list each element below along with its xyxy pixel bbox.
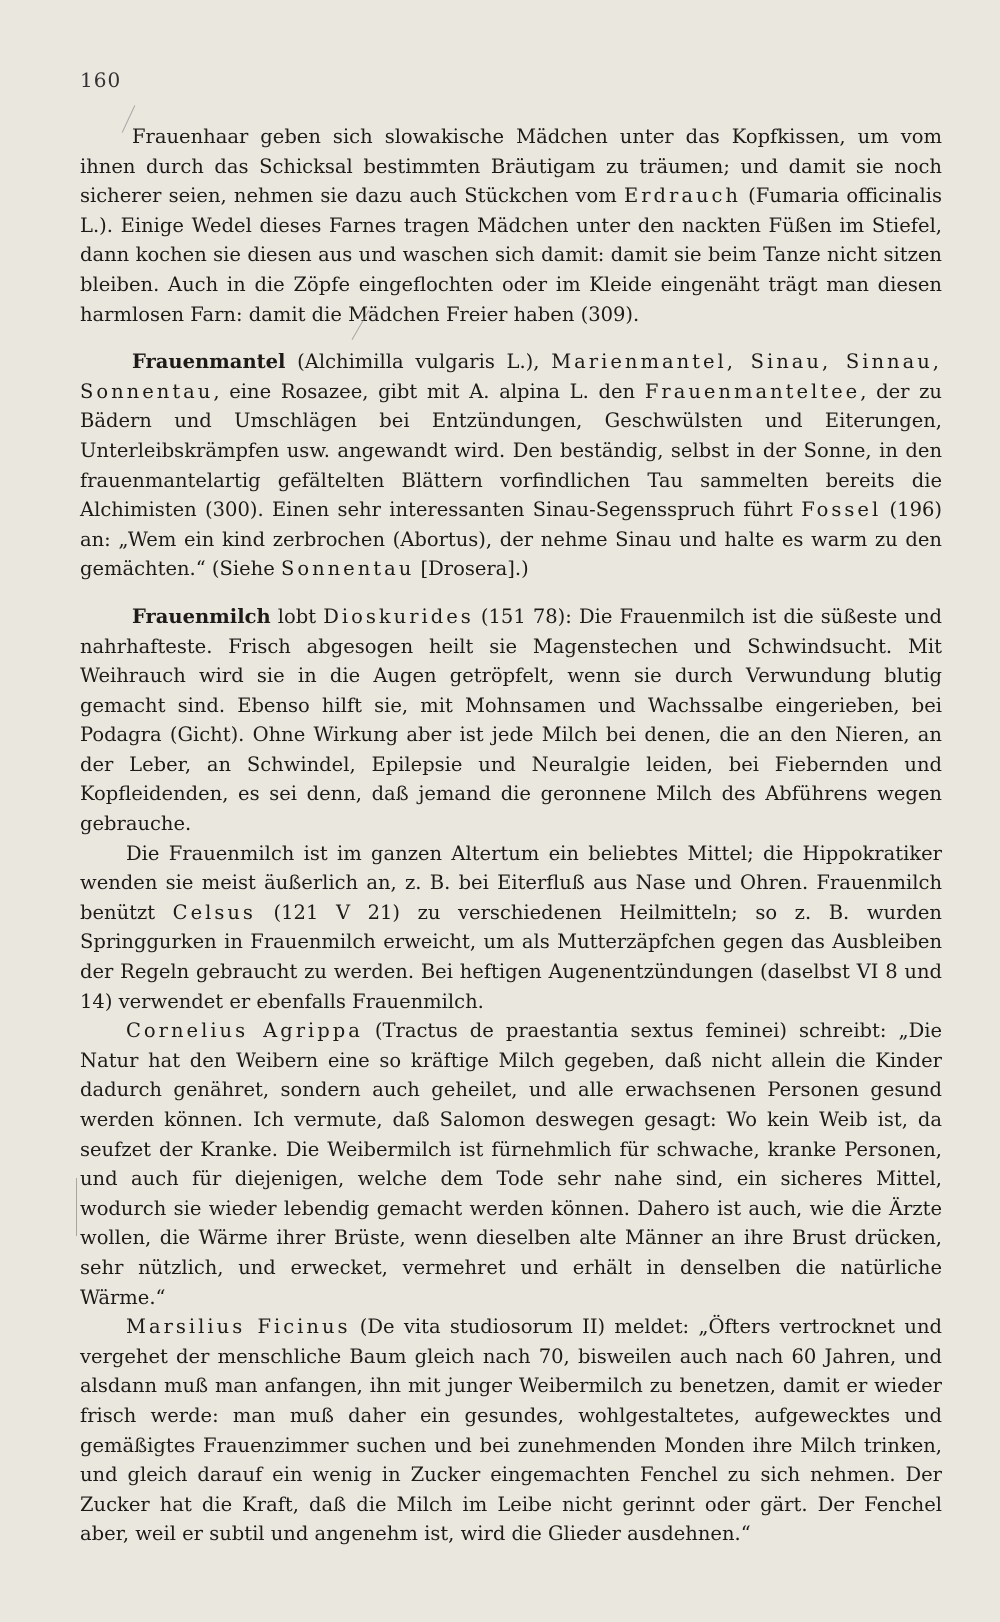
spaced-synonyms: Marienmantel, Sinau, Sinnau, Sonnentau xyxy=(80,350,942,403)
spaced-name-celsus: Celsus xyxy=(172,900,256,924)
spaced-name-ficinus: Marsilius Ficinus xyxy=(126,1315,351,1339)
text-segment: Die Frauenmilch ist im ganzen Altertum ein beliebtes Mittel; die Hippokratiker wenden sie meist äußerlich an, z. B. bei Eiterfluß aus Nase und Ohren. Frauenmilch benützt xyxy=(80,841,942,924)
paragraph-agrippa xyxy=(80,1016,942,1312)
text-segment: lobt xyxy=(270,604,324,628)
spaced-name-sonnentau: Sonnentau xyxy=(280,557,415,581)
text-segment: Frauenhaar geben sich slowakische Mädchen unter das Kopfkissen, um vom ihnen durch das Schicksal bestimmten Bräutigam zu träumen; und damit sie noch sicherer seien, nehmen sie dazu auch Stückchen vom xyxy=(80,125,942,208)
text-segment: (151 78): Die Frauenmilch ist die süßeste und nahrhafteste. Frisch abgesogen heilt sie Magenstechen und Schwindsucht. Mit Weihrauch wird sie in die Augen getröpfelt, wenn sie durch Verwundung blutig gemacht sind. Ebenso hilft sie, mit Mohnsamen und Wachssalbe eingerieben, bei Podagra (Gicht). Ohne Wirkung aber ist jede Milch bei denen, die an den Nieren, an der Leber, an Schwindel, Epilepsie und Neuralgie leiden, bei Fiebernden und Kopfleidenden, es sei denn, daß jemand die geronnene Milch des Abführens wegen gebrauche. xyxy=(80,604,942,836)
lemma-frauenmantel: Frauenmantel xyxy=(132,350,286,374)
text-segment: (Tractus de praestantia sextus feminei) schreibt: „Die Natur hat den Weibern eine so kräftige Milch gegeben, daß nicht allein die Kinder dadurch genähret, sondern auch geheilet, und alle erwachsenen Personen gesund werden können. Ich vermute, daß Salomon deswegen gesagt: Wo kein Weib ist, da seufzet der Kranke. Die Weibermilch ist fürnehmlich für schwache, kranke Personen, und auch für diejenigen, welche dem Tode sehr nahe sind, ein sicheres Mittel, wodurch sie wieder lebendig gemacht werden können. Dahero ist auch, wie die Ärzte wollen, die Wärme ihrer Brüste, wenn dieselben alte Männer an ihre Brust drücken, sehr nützlich, und erwecket, vermehret und erhält in denselben die natürliche Wärme.“ xyxy=(80,1019,942,1309)
text-segment: [Drosera].) xyxy=(414,557,529,581)
text-segment: (Fumaria officinalis L.). Einige Wedel dieses Farnes tragen Mädchen unter den nackten Füßen im Stiefel, dann kochen sie diesen aus und waschen sich damit: damit sie beim Tanze nicht sitzen bleiben. Auch in die Zöpfe eingeflochten oder im Kleide eingenäht trägt man diesen harmlosen Farn: damit die Mädchen Freier haben (309). xyxy=(80,184,942,326)
text-segment: (Alchimilla vulgaris L.), xyxy=(285,350,552,374)
spaced-name-dioskurides: Dioskurides xyxy=(323,604,474,628)
spaced-name-erdrauch: Erdrauch xyxy=(623,184,741,208)
entry-frauenmilch xyxy=(80,602,942,839)
page-number: 160 xyxy=(80,68,122,92)
spaced-name-fossel: Fossel xyxy=(801,498,882,522)
paragraph-frauenhaar xyxy=(80,122,942,329)
text-segment: (121 V 21) zu verschiedenen Heilmitteln; so z. B. wurden Springgurken in Frauenmilch erweicht, um als Mutterzäpfchen gegen das Ausbleiben der Regeln gebraucht zu werden. Bei heftigen Augenentzündungen (daselbst VI 8 und 14) verwendet er ebenfalls Frauenmilch. xyxy=(80,900,942,1013)
text-segment: , der zu Bädern und Umschlägen bei Entzündungen, Geschwülsten und Eiterungen, Unterleibskrämpfen usw. angewandt wird. Den beständig, selbst in der Sonne, in den frauenmantelartig gefältelten Blättern vorfindlichen Tau sammelten bereits die Alchimisten (300). Einen sehr interessanten Sinau-Segensspruch führt xyxy=(80,379,942,522)
lemma-frauenmilch: Frauenmilch xyxy=(132,604,271,628)
paragraph-ficinus xyxy=(80,1312,942,1549)
pencil-mark-margin xyxy=(76,1178,77,1236)
text-segment: , eine Rosazee, gibt mit A. alpina L. den xyxy=(213,379,645,403)
text-segment: (De vita studiosorum II) meldet: „Öfters vertrocknet und vergehet der menschliche Baum gleich nach 70, bisweilen auch nach 60 Jahren, und alsdann muß man anfangen, ihn mit junger Weibermilch zu benetzen, damit er wieder frisch werde: man muß daher ein gesundes, wohlgestaltetes, aufgewecktes und gemäßigtes Frauenzimmer suchen und bei zunehmenden Monden ihre Milch trinken, und gleich darauf ein wenig in Zucker eingemachten Fenchel zu sich nehmen. Der Zucker hat die Kraft, daß die Milch im Leibe nicht gerinnt oder gärt. Der Fenchel aber, weil er subtil und angenehm ist, wird die Glieder ausdehnen.“ xyxy=(80,1315,942,1546)
spaced-name-tee: Frauenmanteltee xyxy=(644,379,861,403)
entry-frauenmantel xyxy=(80,347,942,584)
spaced-name-agrippa: Cornelius Agrippa xyxy=(126,1019,363,1043)
paragraph-altertum xyxy=(80,839,942,1017)
text-segment: (196) an: „Wem ein kind zerbrochen (Abortus), der nehme Sinau und halte es warm zu den gemächten.“ (Siehe xyxy=(80,498,942,581)
